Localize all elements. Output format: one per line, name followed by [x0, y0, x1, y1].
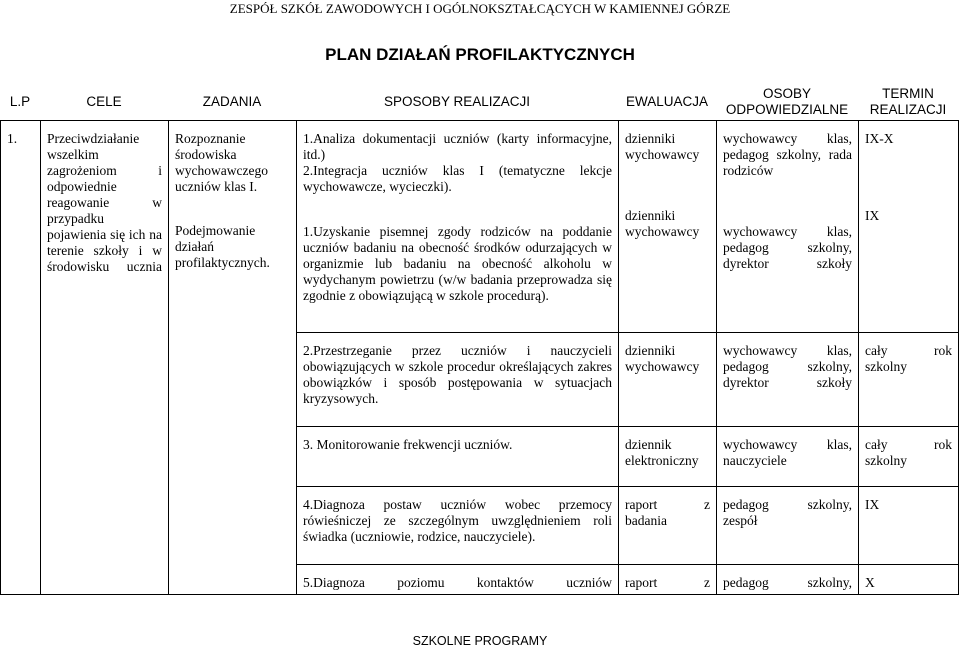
footer-heading: SZKOLNE PROGRAMY — [412, 634, 548, 648]
zadanie-1: Rozpoznanie środowiska wychowawczego uczniów klas I. — [175, 131, 268, 194]
col-header-ewaluacja: EWALUACJA — [625, 94, 708, 109]
col-header-osoby: OSOBY ODPOWIEDZIALNE — [725, 86, 849, 117]
page-title: PLAN DZIAŁAŃ PROFILAKTYCZNYCH — [325, 45, 635, 64]
osoby-cell: wychowawcy klas, pedagog szkolny, rada rodziców wychowawcy klas, pedagog szkolny, dyrektor szkoły — [717, 121, 859, 333]
table-row: 5.Diagnoza poziomu kontaktów uczniów raport z pedagog szkolny, X — [1, 565, 959, 595]
table-row: 4.Diagnoza postaw uczniów wobec przemocy rówieśniczej ze szczególnym uwzględnieniem roli świadka (uczniowie, rodzice, nauczyciele). raport z badania pedagog szkolny, zespół IX — [1, 487, 959, 565]
plan-table — [0, 120, 959, 595]
sposob-cell: 1.Analiza dokumentacji uczniów (karty informacyjne, itd.) 2.Integracja uczniów klas I (tematyczne lekcje wychowawcze, wycieczki). 1.Uzyskanie pisemnej zgody rodziców na poddanie uczniów badaniu na obecność środków odurzających w organizmie lub badaniu na obecność alkoholu w wydychanym powietrzu (w/w badania przeprowadza się zgodnie z obowiązującą w szkole procedurą). — [297, 121, 619, 333]
col-header-termin: TERMIN REALIZACJI — [869, 86, 947, 117]
school-name: ZESPÓŁ SZKÓŁ ZAWODOWYCH I OGÓLNOKSZTAŁCĄCYCH W KAMIENNEJ GÓRZE — [229, 1, 731, 16]
cel-cell: Przeciwdziałanie wszelkim zagrożeniom i odpowiednie reagowanie w przypadku pojawienia się ich na terenie szkoły i w środowisku ucznia — [41, 121, 169, 595]
termin-cell: IX-X IX — [859, 121, 959, 333]
col-header-cele: CELE — [86, 94, 122, 109]
ewaluacja-cell: dzienniki wychowawcy dzienniki wychowawcy — [619, 121, 717, 333]
table-row: 3. Monitorowanie frekwencji uczniów. dziennik elektroniczny wychowawcy klas, nauczyciele cały rok szkolny — [1, 427, 959, 487]
zadanie-2: Podejmowanie działań profilaktycznych. — [175, 223, 270, 270]
lp-cell: 1. — [1, 121, 41, 595]
col-header-zadania: ZADANIA — [202, 94, 262, 109]
zadania-cell — [169, 121, 297, 595]
table-row — [1, 121, 959, 333]
col-header-sposoby: SPOSOBY REALIZACJI — [383, 94, 531, 109]
col-header-lp: L.P — [9, 94, 31, 109]
table-row: 2.Przestrzeganie przez uczniów i nauczycieli obowiązujących w szkole procedur określających zakres obowiązków i sposób postępowania w sytuacjach kryzysowych. dzienniki wychowawcy wychowawcy klas, pedagog szkolny, dyrektor szkoły cały rok szkolny — [1, 333, 959, 427]
